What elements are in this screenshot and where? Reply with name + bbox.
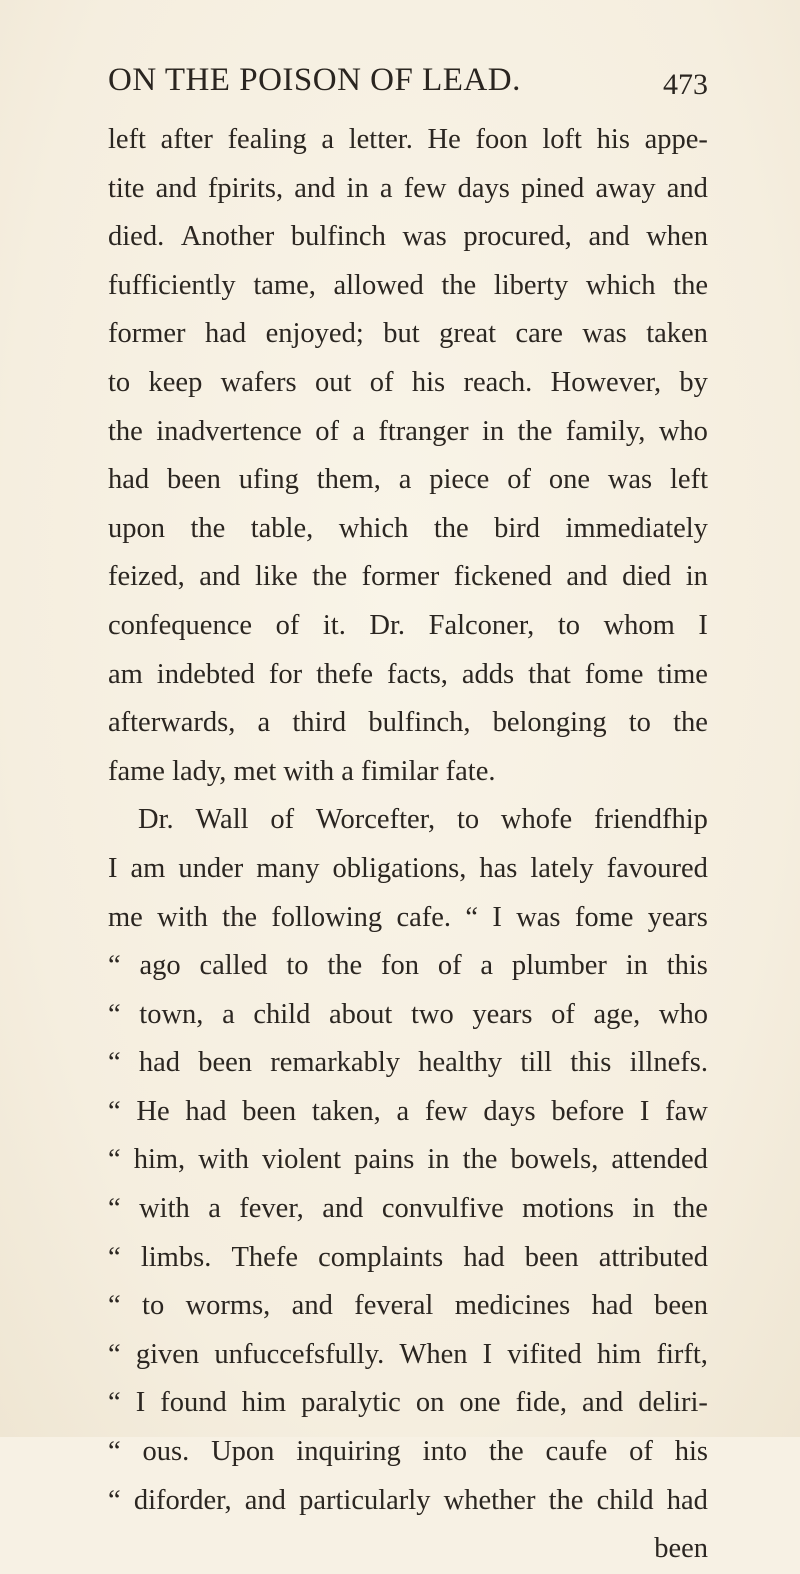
text-line: died. Another bulfinch was procured, and when (108, 221, 708, 253)
text-line: “ ous. Upon inquiring into the caufe of his (108, 1436, 708, 1468)
catchword: been (654, 1533, 708, 1565)
text-line: “ I found him paralytic on one fide, and deliri- (108, 1387, 708, 1419)
text-line: “ ago called to the fon of a plumber in this (108, 950, 708, 982)
page-header (108, 62, 708, 108)
text-line: am indebted for thefe facts, adds that fome time (108, 658, 708, 690)
text-line: “ He had been taken, a few days before I faw (108, 1095, 708, 1127)
running-title: ON THE POISON OF LEAD. (108, 62, 521, 98)
text-line: fame lady, met with a fimilar fate. (108, 755, 496, 787)
text-line: fufficiently tame, allowed the liberty which the (108, 269, 708, 301)
text-line: “ limbs. Thefe complaints had been attributed (108, 1241, 708, 1273)
text-line: afterwards, a third bulfinch, belonging to the (108, 707, 708, 739)
text-line: “ to worms, and feveral medicines had been (108, 1290, 708, 1322)
text-line: former had enjoyed; but great care was taken (108, 318, 708, 350)
text-line: the inadvertence of a ftranger in the family, who (108, 415, 708, 447)
text-line: left after fealing a letter. He foon loft his appe- (108, 124, 708, 155)
text-line: “ given unfuccefsfully. When I vifited him firft, (108, 1338, 708, 1370)
text-line: “ town, a child about two years of age, who (108, 998, 708, 1030)
body-text (108, 116, 708, 1574)
text-line: tite and fpirits, and in a few days pined away and (108, 172, 708, 204)
text-line: feized, and like the former fickened and died in (108, 561, 708, 593)
text-line: confequence of it. Dr. Falconer, to whom I (108, 609, 708, 641)
text-line: had been ufing them, a piece of one was left (108, 464, 708, 496)
text-line: I am under many obligations, has lately favoured (108, 852, 708, 884)
text-line: to keep wafers out of his reach. However, by (108, 366, 708, 398)
page-number: 473 (663, 68, 708, 101)
text-line: upon the table, which the bird immediately (108, 512, 708, 544)
text-line: “ had been remarkably healthy till this illnefs. (108, 1047, 708, 1079)
text-line: “ with a fever, and convulfive motions in the (108, 1193, 708, 1225)
text-line: Dr. Wall of Worcefter, to whofe friendfhip (138, 804, 708, 836)
text-line: “ diforder, and particularly whether the child had (108, 1484, 708, 1516)
text-line: “ him, with violent pains in the bowels, attended (108, 1144, 708, 1176)
text-line: me with the following cafe. “ I was fome years (108, 901, 708, 933)
